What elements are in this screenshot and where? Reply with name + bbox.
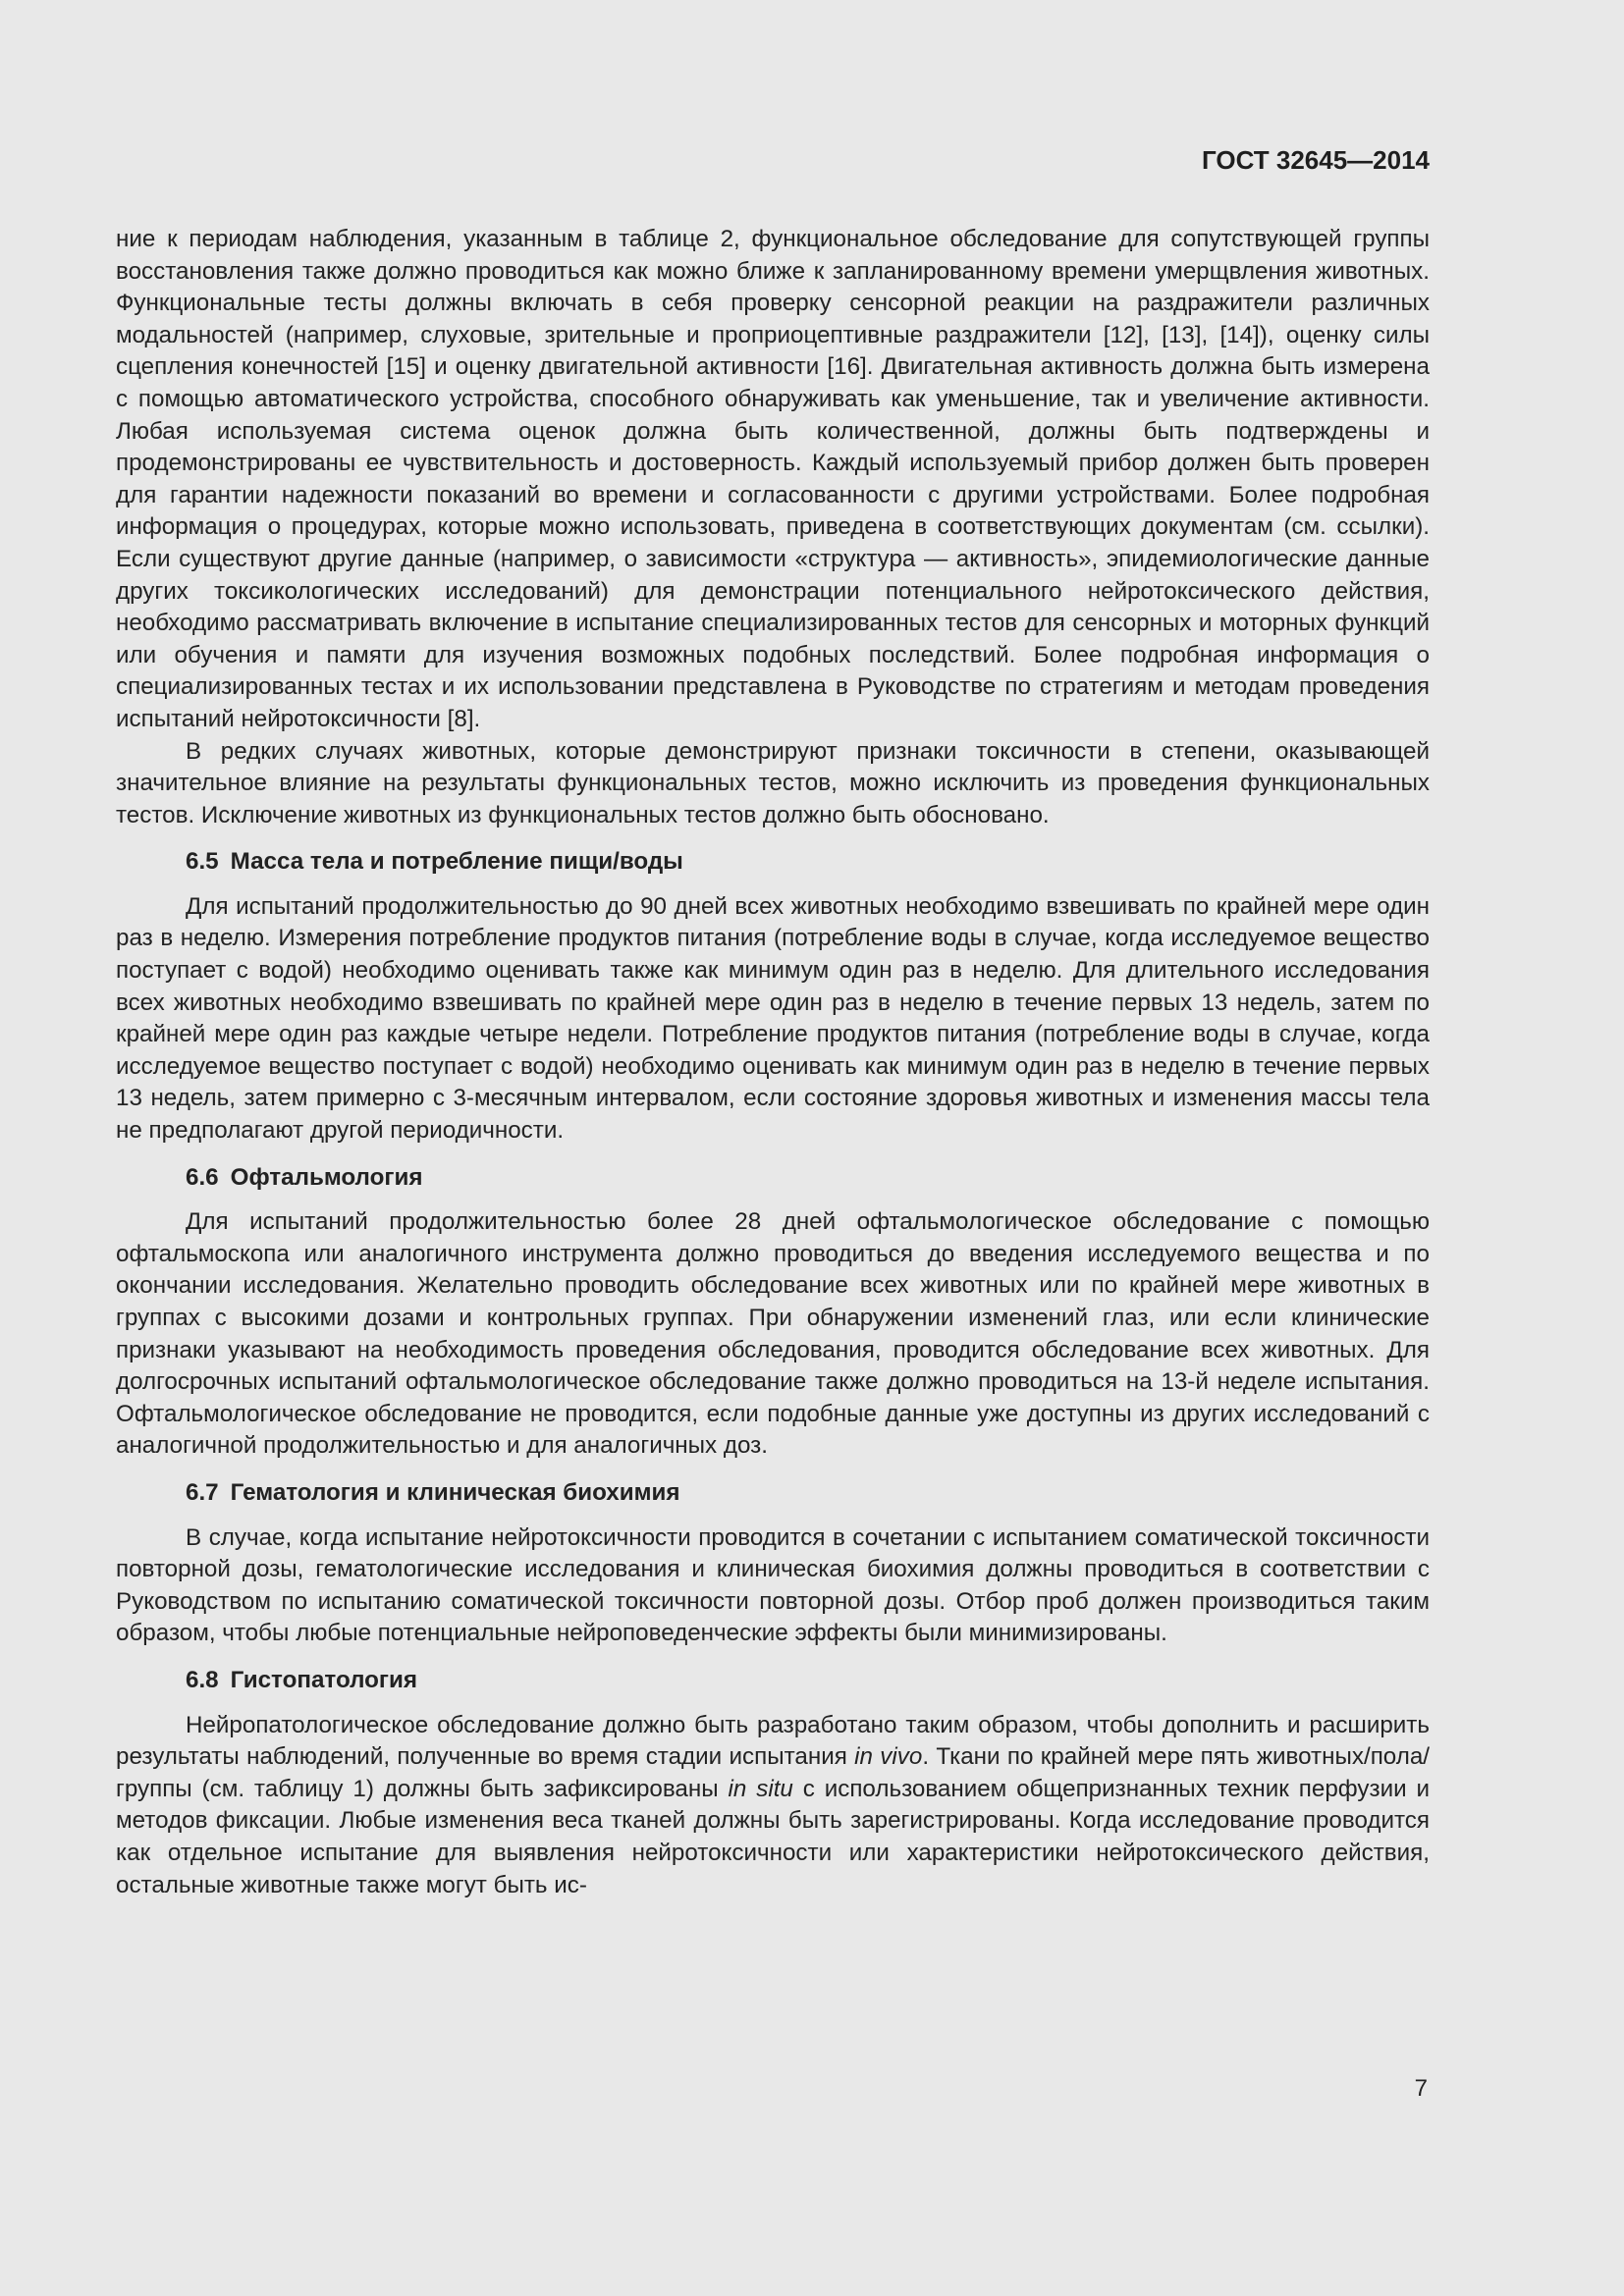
paragraph-exclusion: В редких случаях животных, которые демонстрируют признаки токсичности в степени, оказывающей значительное влияние на результаты функциональных тестов, можно исключить из проведения функциональных тестов. Исключение животных из функциональных тестов должно быть обосновано. xyxy=(116,737,1430,828)
section-text-6-5: Для испытаний продолжительностью до 90 дней всех животных необходимо взвешивать по крайней мере один раз в неделю. Измерения потребление продуктов питания (потребление воды в случае, когда исследуемое вещество поступает с водой) необходимо оценивать также как минимум один раз в неделю. Для длительного исследования всех животных необходимо взвешивать по крайней мере один раз в неделю в течение первых 13 недель, затем по крайней мере один раз каждые четыре недели. Потребление продуктов питания (потребление воды в случае, когда исследуемое вещество поступает с водой) необходимо оценивать как минимум один раз в неделю в течение первых 13 недель, затем примерно с 3-месячным интервалом, если состояние здоровья животных и изменения массы тела не предполагают другой периодичности. xyxy=(116,892,1430,1145)
section-heading-6-5 xyxy=(186,846,1430,879)
text-segment: . Ткани по крайней мере пять животных/пола/группы (см. таблицу 1) должны быть зафиксированы xyxy=(116,1743,1430,1802)
section-number: 6.5 xyxy=(186,848,219,876)
section-number: 6.7 xyxy=(186,1478,219,1506)
section-heading-6-7 xyxy=(186,1477,1430,1510)
section-title: Масса тела и потребление пищи/воды xyxy=(230,848,683,876)
paragraph-continuation: ние к периодам наблюдения, указанным в таблице 2, функциональное обследование для сопутствующей группы восстановления также должно проводиться как можно ближе к запланированному времени умерщвления животных. Функциональные тесты должны включать в себя проверку сенсорной реакции на раздражители различных модальностей (например, слуховые, зрительные и проприоцептивные раздражители [12], [13], [14]), оценку силы сцепления конечностей [15] и оценку двигательной активности [16]. Двигательная активность должна быть измерена с помощью автоматического устройства, способного обнаруживать как уменьшение, так и увеличение активности. Любая используемая система оценок должна быть количественной, должны быть подтверждены и продемонстрированы ее чувствительность и достоверность. Каждый используемый прибор должен быть проверен для гарантии надежности показаний во времени и согласованности с другими устройствами. Более подробная информация о процедурах, которые можно использовать, приведена в соответствующих документам (см. ссылки). Если существуют другие данные (например, о зависимости «структура — активность», эпидемиологические данные других токсикологических исследований) для демонстрации потенциального нейротоксического действия, необходимо рассматривать включение в испытание специализированных тестов для сенсорных и моторных функций или обучения и памяти для изучения возможных подобных последствий. Более подробная информация о специализированных тестах и их использовании представлена в Руководстве по стратегиям и методам проведения испытаний нейротоксичности [8]. xyxy=(116,226,1430,732)
section-heading-6-6 xyxy=(186,1162,1430,1195)
section-text-6-7: В случае, когда испытание нейротоксичности проводится в сочетании с испытанием соматической токсичности повторной дозы, гематологические исследования и клиническая биохимия должны проводиться в соответствии с Руководством по испытанию соматической токсичности повторной дозы. Отбор проб должен производиться таким образом, чтобы любые потенциальные нейроповеденческие эффекты были минимизированы. xyxy=(116,1523,1430,1647)
section-text-6-6: Для испытаний продолжительностью более 28 дней офтальмологическое обследование с помощью офтальмоскопа или аналогичного инструмента должно проводиться до введения исследуемого вещества и по окончании исследования. Желательно проводить обследование всех животных или по крайней мере животных в группах с высокими дозами и контрольных группах. При обнаружении изменений глаз, или если клинические признаки указывают на необходимость проведения обследования, проводится обследование всех животных. Для долгосрочных испытаний офтальмологическое обследование также должно проводиться на 13-й неделе испытания. Офтальмологическое обследование не проводится, если подобные данные уже доступны из других исследований с аналогичной продолжительностью и для аналогичных доз. xyxy=(116,1208,1430,1460)
italic-term-in-situ: in situ xyxy=(728,1775,793,1802)
section-number: 6.8 xyxy=(186,1666,219,1693)
section-title: Гистопатология xyxy=(230,1666,417,1693)
section-heading-6-8 xyxy=(186,1665,1430,1697)
text-segment: Нейропатологическое обследование должно быть разработано таким образом, чтобы дополнить и расширить результаты наблюдений, полученные во время стадии испытания xyxy=(116,1711,1430,1771)
italic-term-in-vivo: in vivo xyxy=(854,1743,923,1771)
section-number: 6.6 xyxy=(186,1163,219,1191)
section-title: Офтальмология xyxy=(230,1163,423,1191)
section-text-6-8 xyxy=(116,1710,1430,1902)
text-segment: с использованием общепризнанных техник перфузии и методов фиксации. Любые изменения веса тканей должны быть зарегистрированы. Когда исследование проводится как отдельное испытание для выявления нейротоксичности или характеристики нейротоксического действия, остальные животные также могут быть ис- xyxy=(116,1775,1430,1898)
page-body xyxy=(116,224,1430,1901)
document-code-header: ГОСТ 32645—2014 xyxy=(1202,145,1430,175)
section-title: Гематология и клиническая биохимия xyxy=(230,1478,680,1506)
page-number: 7 xyxy=(1414,2075,1428,2102)
